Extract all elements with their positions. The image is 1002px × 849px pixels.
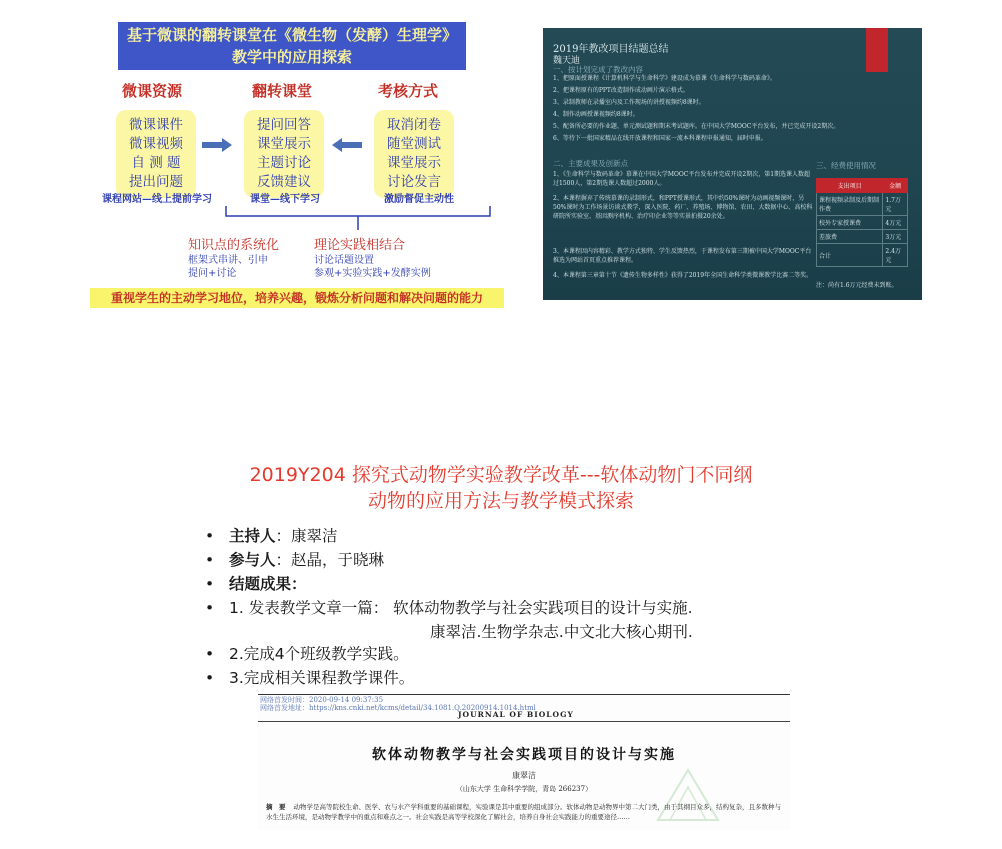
bullet-result-1 [205, 596, 693, 618]
slide-flipped-classroom [88, 18, 506, 308]
paper-publish-url: 网络首发地址：https://kns.cnki.net/kcms/detail/34.1081.Q.20200914.1014.html [260, 704, 536, 712]
table-cell: 1.7万元 [883, 193, 908, 216]
abstract-text: 动物学是高等院校生命、医学、农与水产学科重要的基础课程，实验课是其中重要的组成部分。软体动物是动物界中第二大门类，由于其纲目众多，结构复杂，且多数种与水生生活环境，是动物学教学中的重点和难点之一。社会实践是高等学校深化了解社会，培养自身社会实践能力的重要途径…… [266, 803, 781, 821]
knowledge-system-heading: 知识点的系统化 [188, 238, 280, 253]
resources-item: 微课视频 [129, 136, 183, 152]
flipped-item: 课堂展示 [257, 136, 311, 152]
journal-name: JOURNAL OF BIOLOGY [458, 710, 574, 719]
divider [258, 721, 790, 722]
achievement-item: 3、本课程因内容精彩、教学方式独特、学生反馈热烈，于课程发布第三期被中国大学MOOC平台推选为网站首页重点推荐课程。 [553, 248, 812, 264]
theory-practice-line: 参观+实验实践+发酵实例 [314, 268, 431, 279]
table-cell: 3万元 [883, 230, 908, 244]
caption-online: 课程网站—线上提前学习 [102, 194, 212, 205]
table-cell: 合计 [817, 244, 883, 267]
summary-item: 1、把原面授课程《计算机科学与生命科学》建设成为慕课《生命科学与数码革命》。 [553, 75, 776, 82]
section-heading: 三、经费使用情况 [816, 161, 876, 170]
bullet-icon: • [205, 669, 215, 687]
bullet-participants [205, 548, 384, 570]
bullet-icon: • [205, 551, 215, 569]
table-cell: 校外专家授课费 [817, 216, 883, 230]
summary-item: 5、配备所必要的作业题、单元测试题和期末考试题库。在中国大学MOOC平台发布，并已完成开设2期次。 [553, 123, 840, 130]
flipped-item: 主题讨论 [257, 155, 311, 171]
table-cell: 2.4万元 [883, 244, 908, 267]
bullet-result-1-continuation: 康翠洁.生物学杂志.中文北大核心期刊. [430, 623, 693, 641]
section-heading: 二、主要成果及创新点 [553, 159, 628, 168]
slide2-title: 2019年教改项目结题总结 [553, 44, 669, 55]
project-title-line1: 2019Y204 探究式动物学实验教学改革---软体动物门不同纲 [249, 464, 753, 486]
achievement-item: 4、本课程第三章第十节《遗传生物多样性》获得了2019年全国生命科学类微课教学比赛二等奖。 [553, 272, 813, 279]
column-heading-flipped: 翻转课堂 [252, 82, 313, 100]
column-heading-assessment: 考核方式 [378, 82, 439, 100]
paper-author: 康翠洁 [512, 771, 536, 780]
paper-title: 软体动物教学与社会实践项目的设计与实施 [372, 747, 676, 763]
bullet-result-2 [205, 642, 409, 664]
paper-affiliation: （山东大学 生命科学学院，青岛 266237） [455, 785, 593, 793]
table-header-cell: 金额 [883, 179, 908, 193]
bullet-results-heading [205, 572, 307, 594]
bullet-label: 主持人 [229, 527, 276, 545]
slide-project-summary [543, 28, 922, 300]
summary-item: 4、制作动画授课视频约8课时。 [553, 111, 639, 118]
left-arrow-icon [332, 138, 362, 152]
resources-item: 微课课件 [129, 117, 183, 133]
slide1-summary-banner: 重视学生的主动学习地位，培养兴趣，锻炼分析问题和解决问题的能力 [90, 288, 504, 308]
bullet-icon: • [205, 599, 215, 617]
bullet-label: 参与人 [229, 551, 276, 569]
paper-publish-time: 网络首发时间：2020-09-14 09:37:35 [260, 696, 384, 704]
table-cell: 差旅费 [817, 230, 883, 244]
budget-table [816, 178, 908, 267]
bookmark-ribbon [866, 28, 888, 72]
table-row [817, 216, 908, 230]
flipped-item: 提问回答 [257, 117, 311, 133]
assessment-item: 随堂测试 [387, 136, 441, 152]
table-row [817, 230, 908, 244]
assessment-item: 取消闭卷 [387, 117, 441, 133]
column-heading-resources: 微课资源 [122, 82, 183, 100]
flipped-item: 反馈建议 [257, 174, 311, 190]
summary-item: 2、把课程原有的PPT改造制作成动画片演示格式。 [553, 87, 689, 94]
caption-offline: 课堂—线下学习 [250, 194, 320, 205]
abstract-label: 摘 要 [266, 803, 286, 811]
table-cell: 4万元 [883, 216, 908, 230]
slide1-title [118, 22, 466, 70]
bullet-text: 康翠洁 [291, 527, 338, 545]
section-heading: 一、按计划完成了教改内容 [553, 65, 643, 74]
bullet-icon: • [205, 645, 215, 663]
right-arrow-icon [202, 138, 232, 152]
table-cell: 课程视频录制及后期制作费 [817, 193, 883, 216]
slide1-title-line2: 教学中的应用探索 [231, 48, 352, 66]
table-header-cell: 支出项目 [817, 179, 883, 193]
bullet-text: 赵晶，于晓琳 [291, 551, 385, 569]
assessment-item: 课堂展示 [387, 155, 441, 171]
bullet-sep: ： [275, 527, 292, 545]
bullet-icon: • [205, 575, 215, 593]
assessment-item: 讨论发言 [387, 174, 441, 190]
project-title-line2: 动物的应用方法与教学模式探索 [367, 490, 634, 512]
theory-practice-heading: 理论实践相结合 [314, 238, 406, 253]
bullet-host [205, 524, 338, 546]
flipped-box [244, 110, 324, 198]
bullet-icon: • [205, 527, 215, 545]
slide2-author: 魏天迪 [553, 56, 581, 66]
bullet-result-3 [205, 666, 414, 688]
resources-item: 自 测 题 [131, 155, 181, 171]
achievement-item: 1、《生命科学与数码革命》慕课在中国大学MOOC平台发布并完成开设2期次，第1期选课人数超过1500人，第2期选课人数超过2000人。 [553, 171, 811, 187]
paper-abstract [266, 802, 786, 822]
caption-motivation: 激励督促主动性 [384, 194, 454, 205]
bullet-text: 3.完成相关课程教学课件。 [229, 669, 415, 687]
summary-item: 3、录制教师在录播室内及工作现场的讲授视频约8课时。 [553, 99, 705, 106]
bullet-text: 2.完成4个班级教学实践。 [229, 645, 409, 663]
budget-note: 注：尚有1.6万元经费未到账。 [816, 282, 898, 289]
bullet-label: 结题成果： [229, 575, 307, 593]
paper-scan [258, 690, 790, 830]
achievement-item: 2、本课程摒弃了传统慕课的录制形式，和PPT授课形式，其中约50%课时为动画视频课时，另50%课时为工作场景访谈式教学，深入医院、药厂、养殖场、博物馆、农田、大数据中心、高校科研院所实验室、基因测序机构、治疗印企业等等实景拍摄20余处。 [553, 195, 813, 220]
knowledge-system-line: 提问+讨论 [188, 268, 237, 279]
resources-box [116, 110, 196, 198]
table-row [817, 193, 908, 216]
knowledge-system-line: 框架式串讲、引申 [188, 255, 268, 266]
bullet-text: 1. 发表教学文章一篇： 软体动物教学与社会实践项目的设计与实施. [229, 599, 693, 617]
slide1-title-line1: 基于微课的翻转课堂在《微生物（发酵）生理学》 [126, 26, 457, 44]
resources-item: 提出问题 [129, 174, 183, 190]
theory-practice-line: 讨论话题设置 [314, 255, 374, 266]
table-row [817, 244, 908, 267]
bullet-sep: ： [275, 551, 292, 569]
summary-item: 6、等待下一批国家精品在线开放课程和国家一流本科课程申报通知，届时申报。 [553, 135, 767, 142]
table-header-row [817, 179, 908, 193]
assessment-box [374, 110, 454, 198]
